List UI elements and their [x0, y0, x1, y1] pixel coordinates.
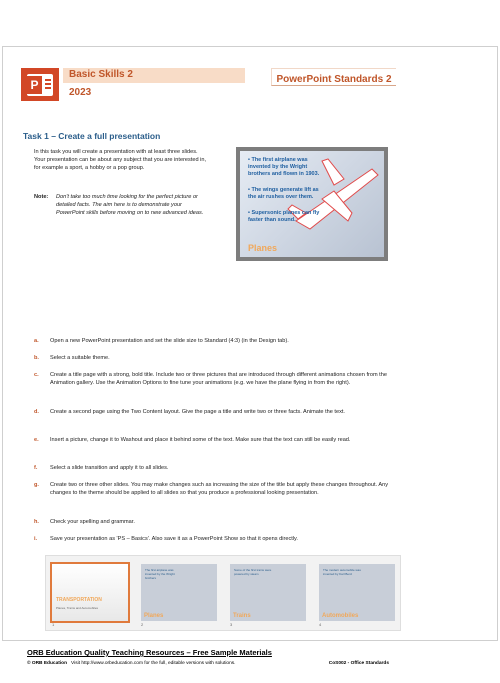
slide-thumbnail-3: Some of the first trains were powered by steam Trains	[230, 564, 306, 621]
footer-right: CoS002 - Office Standards	[328, 661, 389, 666]
task-intro: In this task you will create a presentation with at least three slides. Your presentation can be about any subject that you are interested in, for example a sport, a hobby or a pop group.	[34, 149, 207, 171]
slide-bullet-2: • The wings generate lift as the air rushes over them.	[248, 187, 319, 200]
powerpoint-logo-icon: P	[21, 68, 59, 101]
task-title: Task 1 – Create a full presentation	[23, 131, 161, 141]
footer-title: ORB Education Quality Teaching Resources – Free Sample Materials	[27, 648, 272, 657]
example-slide-image	[236, 147, 388, 261]
slide-thumbnail-1: TRANSPORTATION Planes, Trains and Automobiles	[52, 564, 128, 621]
document-page: P Basic Skills 2 2023 PowerPoint Standards 2 Task 1 – Create a full presentation In this task you will create a presentation with at least three slides. Your presentation can be about any subject that you are interested in, for example a sport, a hobby or a pop group. Note: Don't take too much time looking for the perfect picture or detailed facts. The aim here is to demonstrate your PowerPoint skills before moving on to new advanced ideas. • The first airplane was invented by the Wright brothers and flown in 1903. • The wings generate lift as the air rushes over them. • Supersonic planes can fly faster than sound. Planes a. Open a new PowerPoint presentation and set the slide size to Standard (4:3) (in the Design tab). b. Select a suitable theme. c. Create a title page with a strong, bold title. Include two or three pictures that are introduced through different animations chosen from the Animation gallery. Use the Animation Options to fine tune your animations (e.g. we have the plane flying in from the right). d. Create a second page using the Two Content layout. Give the page a title and write two or three facts. Animate the text. e. Insert a picture, change it to Washout and place it behind some of the text. Make sure that the text can still be easily read. f. Select a slide transition and apply it to all slides. g. Create two or three other slides. You may make changes such as increasing the size of the title but apply these changes throughout. Any changes to the theme should be applied to all slides so that you produce a professional looking presentation. h. Check your spelling and grammar. i. Save your presentation as 'PS – Basics'. Also save it as a PowerPoint Show so that it opens directly. TRANSPORTATION Planes, Trains and Automobiles 1 The first airplane was invented by the Wright brothers Planes 2 Some of the first trains were powered by steam Trains 3 The modern automobile was invented by Karl Benz Automobiles 4 ORB Education Quality Teaching Resources – Free Sample Materials © ORB Education Visit http://www.orbeducation.com for the full, editable versions with solutions. CoS002 - Office Standards	[2, 46, 498, 641]
footer-left: © ORB Education Visit http://www.orbeducation.com for the full, editable versions with solutions.	[27, 661, 236, 666]
header-left-title: Basic Skills 2	[69, 69, 133, 80]
slide-bullet-1: • The first airplane was invented by the Wright brothers and flown in 1903.	[248, 157, 320, 177]
note-text: Don't take too much time looking for the perfect picture or detailed facts. The aim here is to demonstrate your PowerPoint skills before moving on to new advanced ideas.	[56, 194, 204, 216]
header-right-banner	[271, 68, 396, 86]
header-left-banner	[63, 68, 245, 83]
header-year: 2023	[69, 87, 92, 98]
slide-bullet-3: • Supersonic planes can fly faster than sound.	[248, 210, 320, 223]
slide-title: Planes	[248, 243, 278, 253]
slide-thumbnail-2: The first airplane was invented by the Wright brothers Planes	[141, 564, 217, 621]
note-label: Note:	[34, 194, 49, 200]
slide-thumbnail-4: The modern automobile was invented by Karl Benz Automobiles	[319, 564, 395, 621]
header-right-title: PowerPoint Standards 2	[276, 74, 392, 85]
task-note	[34, 193, 210, 216]
slide-thumbnail-strip: TRANSPORTATION Planes, Trains and Automobiles 1 The first airplane was invented by the Wright brothers Planes 2 Some of the first trains were powered by steam Trains 3 The modern automobile was invented by Karl Benz Automobiles 4	[45, 555, 401, 631]
